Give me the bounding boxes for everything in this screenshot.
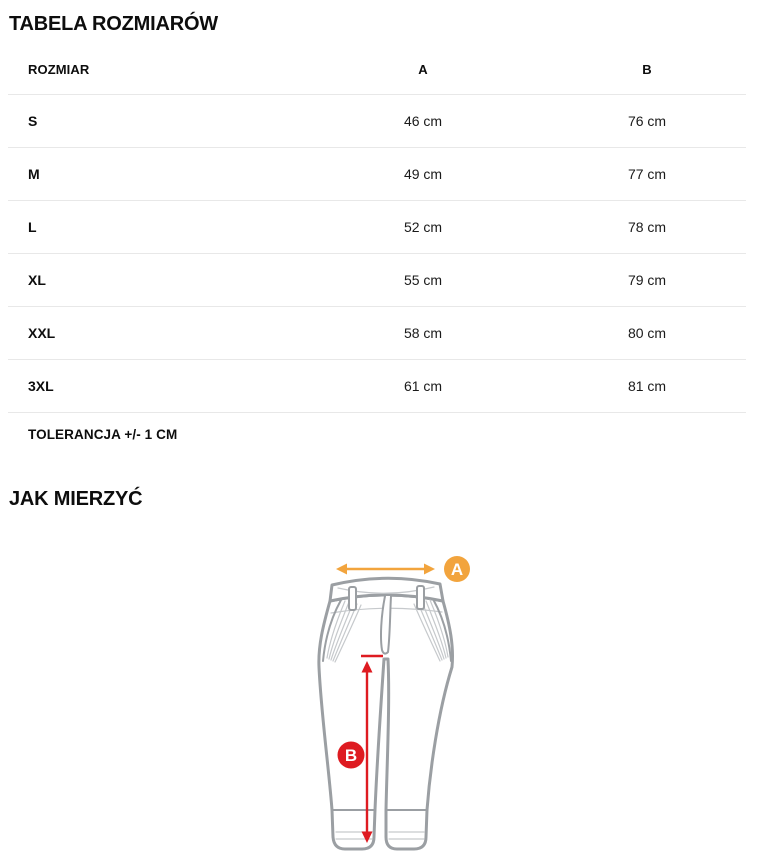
b-value-cell: 81 cm: [548, 360, 746, 413]
b-value-cell: 80 cm: [548, 307, 746, 360]
a-value-cell: 49 cm: [298, 148, 548, 201]
a-value-cell: 55 cm: [298, 254, 548, 307]
size-cell: S: [8, 95, 298, 148]
size-cell: 3XL: [8, 360, 298, 413]
page-title: TABELA ROZMIARÓW: [9, 13, 218, 35]
measurement-label-b: B: [344, 746, 358, 765]
column-header-b: B: [548, 45, 746, 95]
pants-outline: [319, 578, 453, 849]
size-cell: M: [8, 148, 298, 201]
column-header-a: A: [298, 45, 548, 95]
size-cell: L: [8, 201, 298, 254]
pants-measurement-diagram: [288, 538, 485, 866]
a-value-cell: 52 cm: [298, 201, 548, 254]
measurement-label-a: A: [450, 560, 464, 579]
table-row: [8, 307, 746, 360]
a-value-cell: 61 cm: [298, 360, 548, 413]
table-row: [8, 148, 746, 201]
how-to-measure-title: JAK MIERZYĆ: [9, 488, 143, 510]
table-header-row: [8, 45, 746, 95]
b-value-cell: 79 cm: [548, 254, 746, 307]
b-value-cell: 77 cm: [548, 148, 746, 201]
column-header-size: ROZMIAR: [8, 45, 298, 95]
a-value-cell: 58 cm: [298, 307, 548, 360]
b-value-cell: 78 cm: [548, 201, 746, 254]
size-cell: XXL: [8, 307, 298, 360]
a-value-cell: 46 cm: [298, 95, 548, 148]
size-table: [8, 45, 746, 413]
tolerance-note: TOLERANCJA +/- 1 CM: [28, 427, 178, 442]
size-cell: XL: [8, 254, 298, 307]
table-row: [8, 254, 746, 307]
b-value-cell: 76 cm: [548, 95, 746, 148]
table-row: [8, 201, 746, 254]
table-row: [8, 360, 746, 413]
measurement-arrow-a: [336, 564, 435, 575]
table-row: [8, 95, 746, 148]
